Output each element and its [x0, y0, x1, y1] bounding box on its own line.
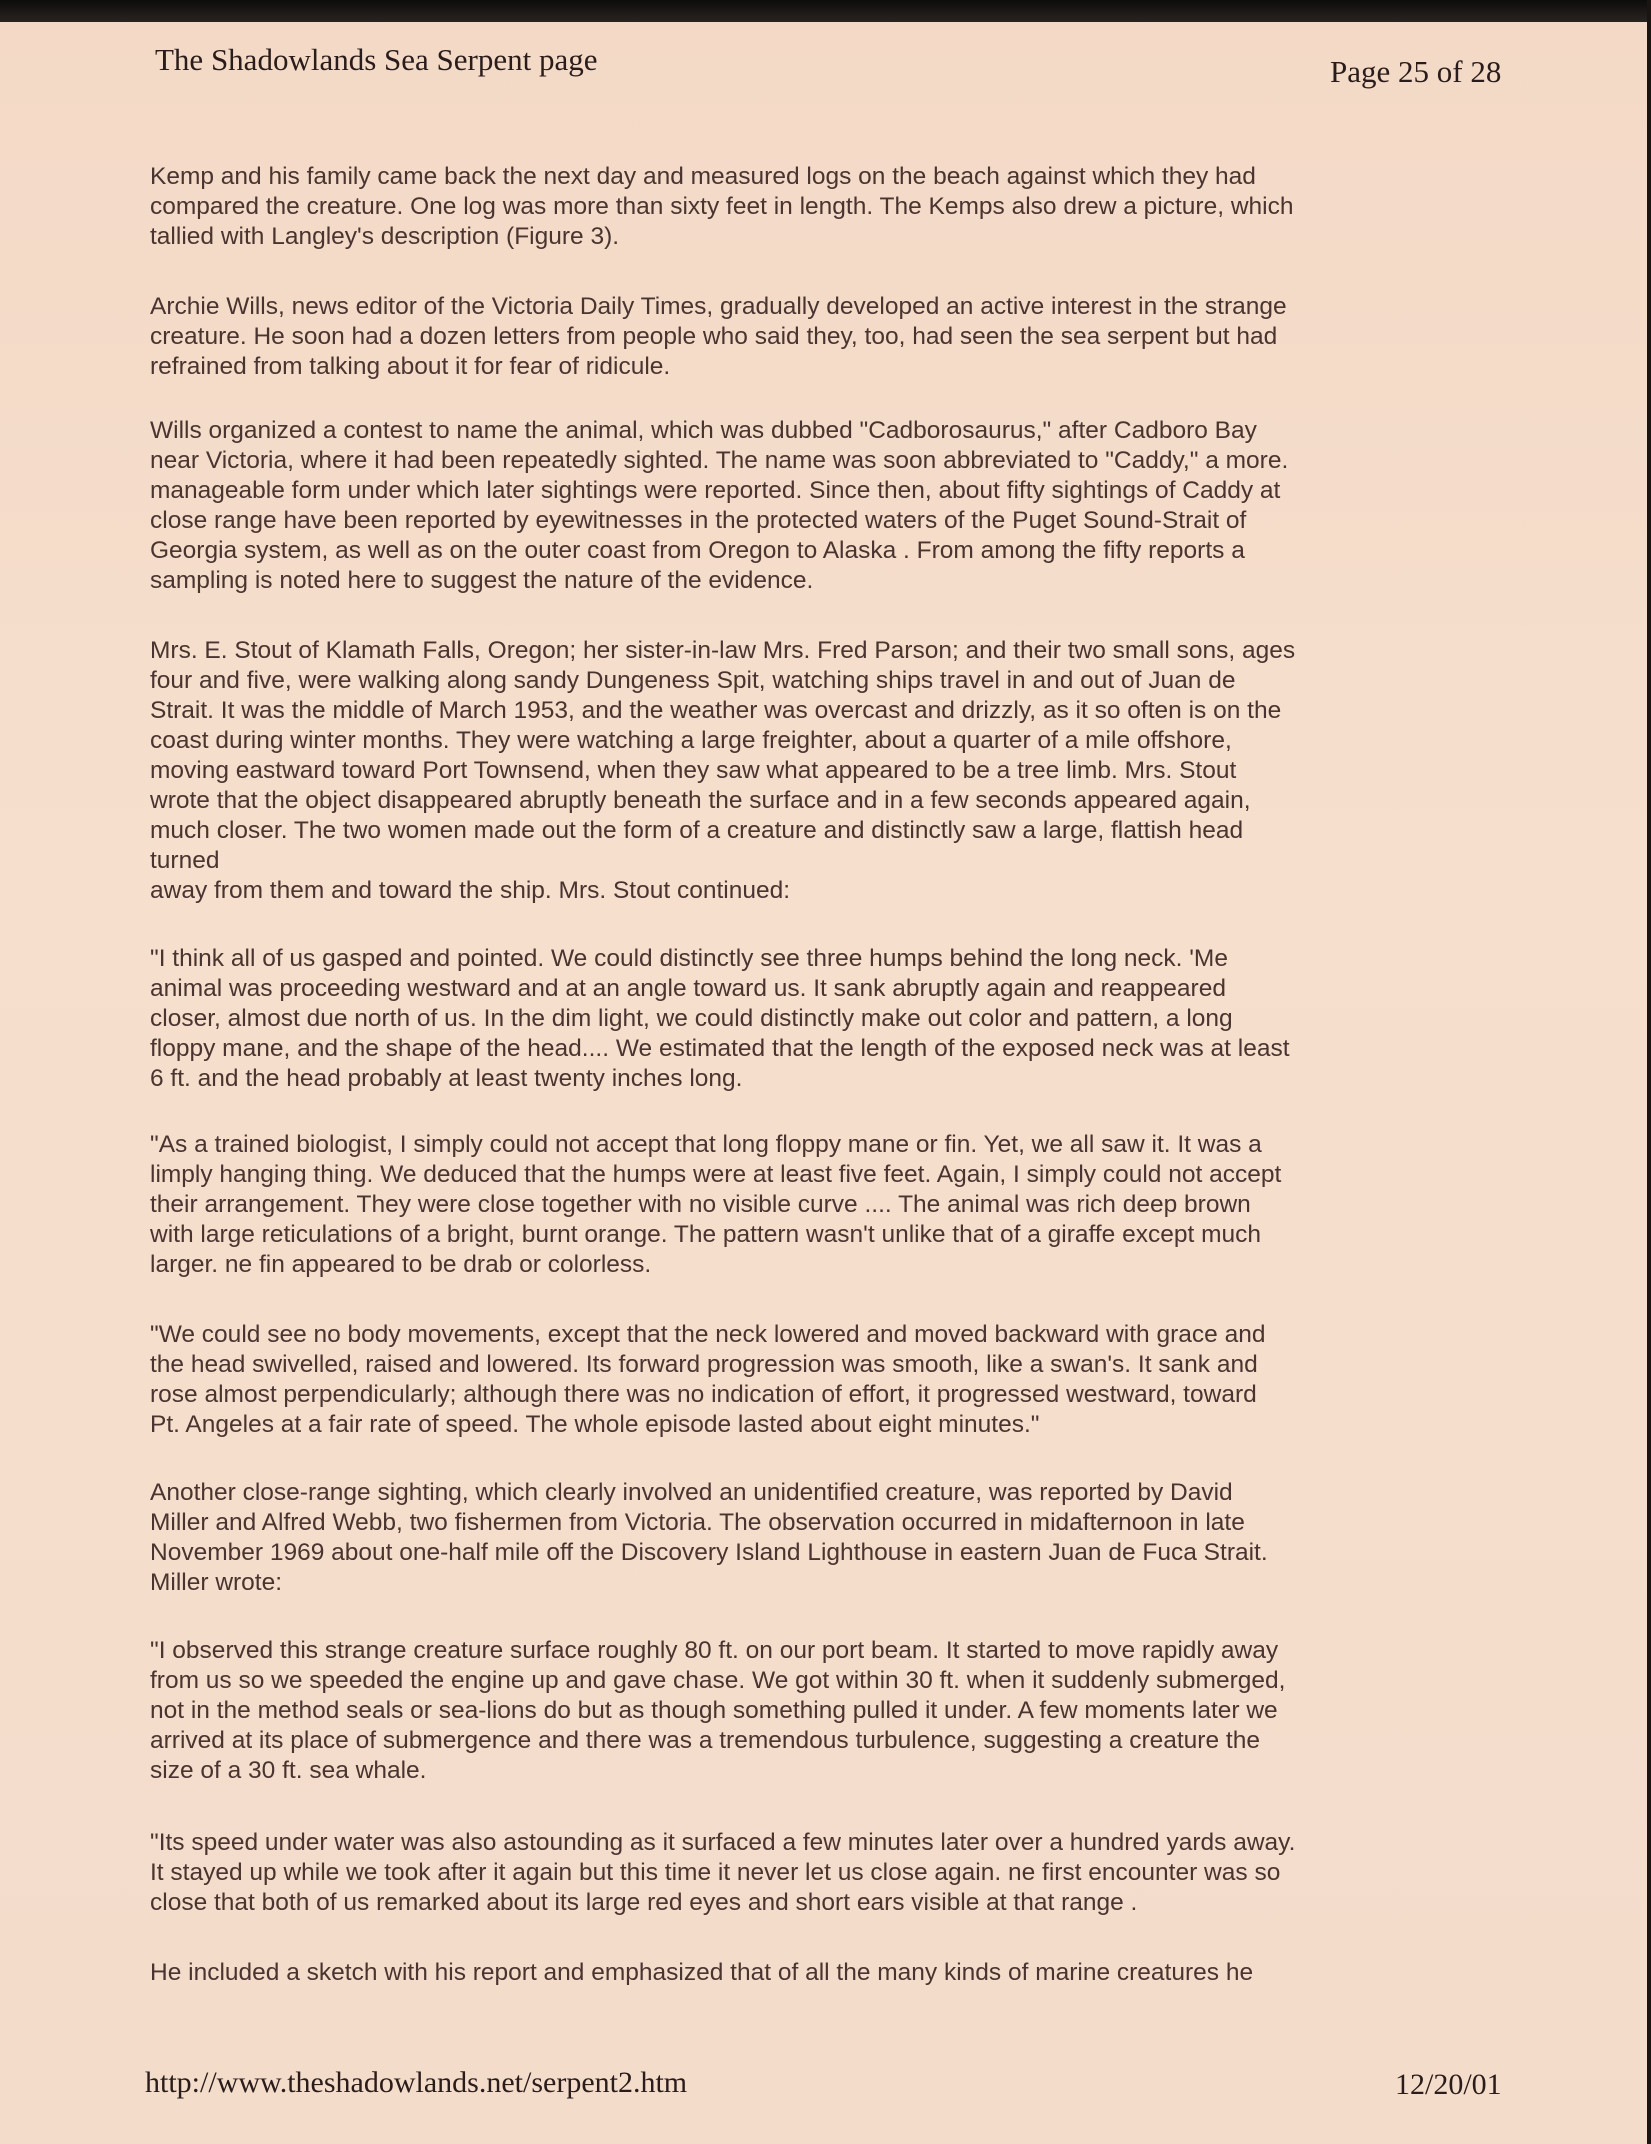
paragraph	[150, 416, 1288, 596]
text-line: Kemp and his family came back the next day and measured logs on the beach against which they had	[150, 163, 1256, 190]
text-line: close that both of us remarked about its large red eyes and short ears visible at that range .	[150, 1889, 1138, 1916]
paragraph	[150, 162, 1293, 252]
paragraph	[150, 636, 1295, 906]
text-line: Another close-range sighting, which clearly involved an unidentified creature, was reported by David	[150, 1479, 1233, 1506]
text-line: 6 ft. and the head probably at least twenty inches long.	[150, 1065, 743, 1092]
text-line: size of a 30 ft. sea whale.	[150, 1757, 427, 1784]
text-line: animal was proceeding westward and at an angle toward us. It sank abruptly again and reappeared	[150, 975, 1226, 1002]
paragraph	[150, 1828, 1295, 1918]
text-line: "As a trained biologist, I simply could not accept that long floppy mane or fin. Yet, we all saw it. It was a	[150, 1131, 1262, 1158]
text-line: creature. He soon had a dozen letters from people who said they, too, had seen the sea serpent but had	[150, 323, 1278, 350]
text-line: with large reticulations of a bright, burnt orange. The pattern wasn't unlike that of a giraffe except much	[150, 1221, 1261, 1248]
text-line: arrived at its place of submergence and there was a tremendous turbulence, suggesting a creature the	[150, 1727, 1260, 1754]
text-line: Wills organized a contest to name the animal, which was dubbed "Cadborosaurus," after Cadboro Bay	[150, 417, 1257, 444]
text-line: their arrangement. They were close together with no visible curve .... The animal was rich deep brown	[150, 1191, 1251, 1218]
text-line: compared the creature. One log was more than sixty feet in length. The Kemps also drew a picture, which	[150, 193, 1294, 220]
text-line: much closer. The two women made out the form of a creature and distinctly saw a large, flattish head	[150, 817, 1244, 844]
text-line: manageable form under which later sightings were reported. Since then, about fifty sightings of Caddy at	[150, 477, 1281, 504]
text-line: It stayed up while we took after it again but this time it never let us close again. ne first encounter was so	[150, 1859, 1281, 1886]
photo-edge-top	[0, 0, 1651, 22]
text-line: not in the method seals or sea-lions do but as though something pulled it under. A few moments later we	[150, 1697, 1278, 1724]
text-line: "I think all of us gasped and pointed. We could distinctly see three humps behind the long neck. 'Me	[150, 945, 1228, 972]
text-line: Strait. It was the middle of March 1953, and the weather was overcast and drizzly, as it so often is on the	[150, 697, 1282, 724]
footer-date: 12/20/01	[1395, 2068, 1502, 2101]
photo-edge-right	[1647, 0, 1651, 2144]
text-line: coast during winter months. They were watching a large freighter, about a quarter of a mile offshore,	[150, 727, 1232, 754]
paragraph	[150, 292, 1287, 382]
text-line: "We could see no body movements, except that the neck lowered and moved backward with grace and	[150, 1321, 1266, 1348]
text-line: tallied with Langley's description (Figure 3).	[150, 223, 620, 250]
paragraph	[150, 1636, 1285, 1786]
text-line: Miller and Alfred Webb, two fishermen from Victoria. The observation occurred in midafternoon in late	[150, 1509, 1245, 1536]
text-line: four and five, were walking along sandy Dungeness Spit, watching ships travel in and out of Juan de	[150, 667, 1236, 694]
text-line: near Victoria, where it had been repeatedly sighted. The name was soon abbreviated to "Caddy," a more.	[150, 447, 1289, 474]
text-line: limply hanging thing. We deduced that the humps were at least five feet. Again, I simply could not accept	[150, 1161, 1282, 1188]
text-line: larger. ne fin appeared to be drab or colorless.	[150, 1251, 652, 1278]
text-line: Mrs. E. Stout of Klamath Falls, Oregon; her sister-in-law Mrs. Fred Parson; and their two small sons, ages	[150, 637, 1296, 664]
text-line: rose almost perpendicularly; although there was no indication of effort, it progressed westward, toward	[150, 1381, 1257, 1408]
text-line: Archie Wills, news editor of the Victoria Daily Times, gradually developed an active interest in the strange	[150, 293, 1287, 320]
paragraph	[150, 944, 1290, 1094]
text-line: the head swivelled, raised and lowered. Its forward progression was smooth, like a swan's. It sank and	[150, 1351, 1258, 1378]
text-line: from us so we speeded the engine up and gave chase. We got within 30 ft. when it suddenly submerged,	[150, 1667, 1286, 1694]
text-line: Georgia system, as well as on the outer coast from Oregon to Alaska . From among the fifty reports a	[150, 537, 1245, 564]
text-line: sampling is noted here to suggest the nature of the evidence.	[150, 567, 814, 594]
footer-url: http://www.theshadowlands.net/serpent2.htm	[145, 2066, 688, 2099]
paragraph	[150, 1320, 1265, 1440]
text-line: turned	[150, 847, 220, 874]
text-line: wrote that the object disappeared abruptly beneath the surface and in a few seconds appeared again,	[150, 787, 1251, 814]
text-line: Miller wrote:	[150, 1569, 283, 1596]
text-line: closer, almost due north of us. In the dim light, we could distinctly make out color and pattern, a long	[150, 1005, 1233, 1032]
page-number: Page 25 of 28	[1330, 54, 1502, 89]
text-line: Pt. Angeles at a fair rate of speed. The whole episode lasted about eight minutes."	[150, 1411, 1040, 1438]
text-line: close range have been reported by eyewitnesses in the protected waters of the Puget Sound-Strait of	[150, 507, 1247, 534]
paragraph	[150, 1958, 1253, 1988]
text-line: refrained from talking about it for fear of ridicule.	[150, 353, 671, 380]
text-line: floppy mane, and the shape of the head.... We estimated that the length of the exposed neck was at least	[150, 1035, 1290, 1062]
text-line: away from them and toward the ship. Mrs. Stout continued:	[150, 877, 791, 904]
page-header-title: The Shadowlands Sea Serpent page	[155, 42, 598, 77]
text-line: "I observed this strange creature surface roughly 80 ft. on our port beam. It started to move rapidly away	[150, 1637, 1279, 1664]
paragraph	[150, 1130, 1281, 1280]
paragraph	[150, 1478, 1268, 1598]
text-line: November 1969 about one-half mile off the Discovery Island Lighthouse in eastern Juan de Fuca Strait.	[150, 1539, 1268, 1566]
text-line: "Its speed under water was also astounding as it surfaced a few minutes later over a hundred yards away.	[150, 1829, 1296, 1856]
text-line: He included a sketch with his report and emphasized that of all the many kinds of marine creatures he	[150, 1959, 1254, 1986]
text-line: moving eastward toward Port Townsend, when they saw what appeared to be a tree limb. Mrs. Stout	[150, 757, 1237, 784]
